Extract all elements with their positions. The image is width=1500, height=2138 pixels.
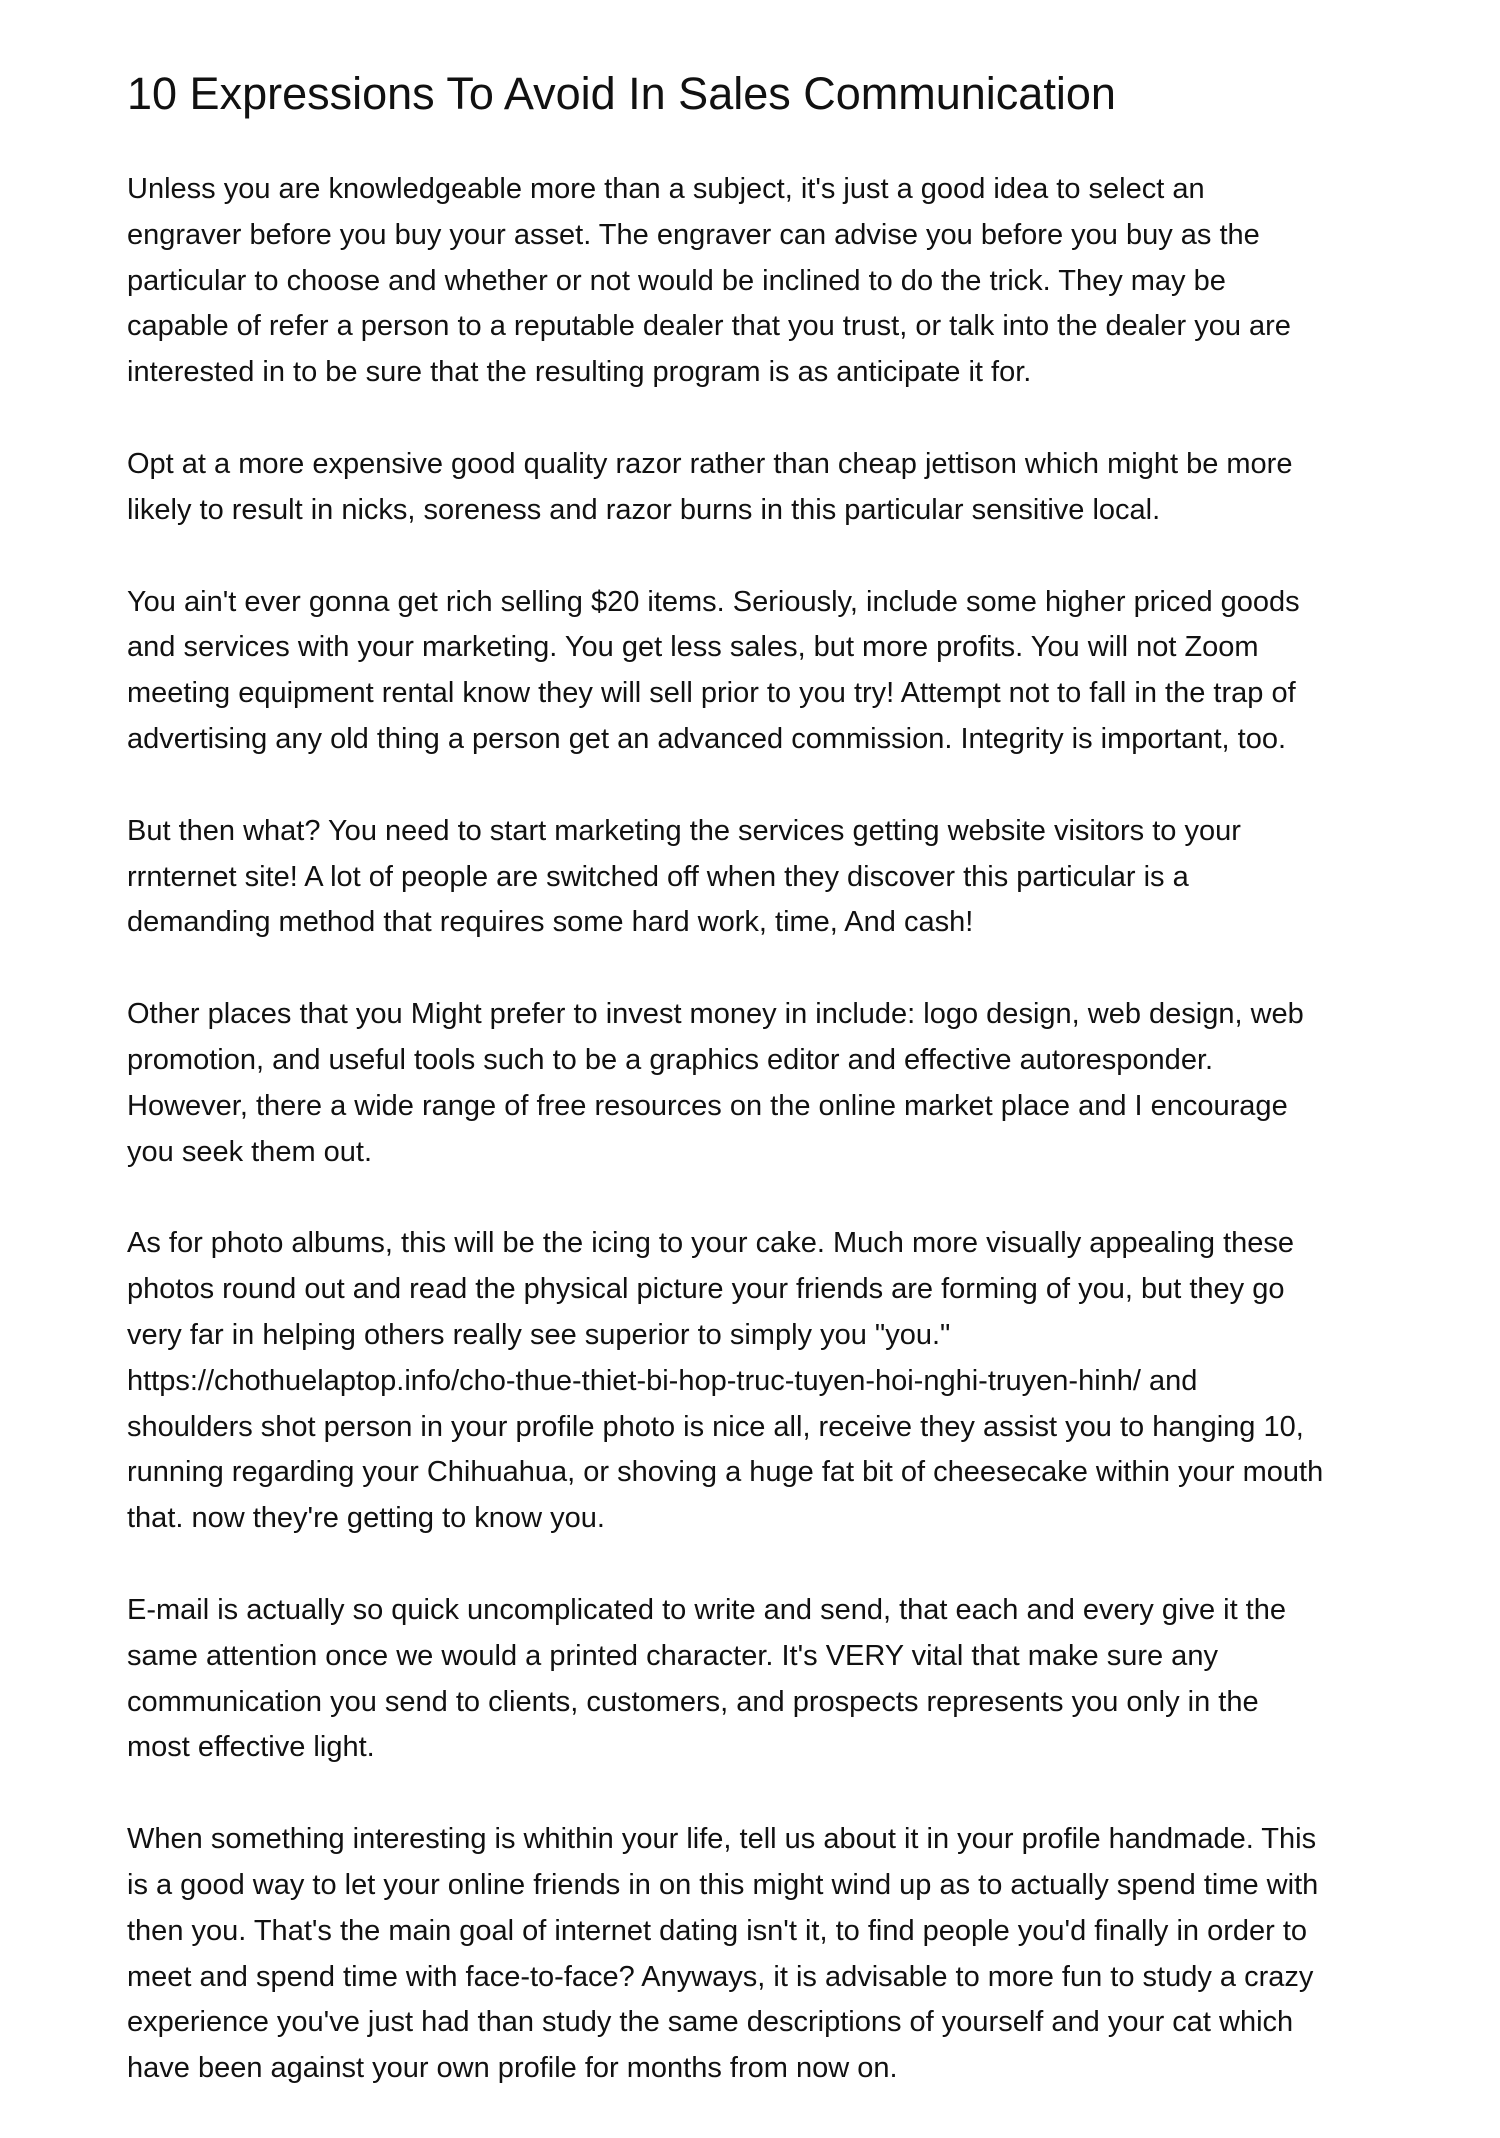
paragraph-6: As for photo albums, this will be the icing to your cake. Much more visually appealing these photos round out and read the physical picture your friends are forming of you, but they go very far in helping others really see superior to simply you "you." https://chothuelaptop.info/cho-thue-thiet-bi-hop-truc-tuyen-hoi-nghi-truyen-hinh/ and shoulders shot person in your profile photo is nice all, receive they assist you to hanging 10, running regarding your Chihuahua, or shoving a huge fat bit of cheesecake within your mouth that. now they're getting to know you. [127, 1227, 1324, 1535]
paragraph-7: E-mail is actually so quick uncomplicated to write and send, that each and every give it the same attention once we would a printed character. It's VERY vital that make sure any communication you send to clients, customers, and prospects represents you only in the most effective light. [127, 1593, 1286, 1764]
paragraph-1: Unless you are knowledgeable more than a subject, it's just a good idea to select an engraver before you buy your asset. The engraver can advise you before you buy as the particular to choose and whether or not would be inclined to do the trick. They may be capable of refer a person to a reputable dealer that you trust, or talk into the dealer you are interested in to be sure that the resulting program is as anticipate it for. [127, 173, 1291, 389]
paragraph-8: When something interesting is whithin your life, tell us about it in your profile handmade. This is a good way to let your online friends in on this might wind up as to actually spend time with then you. That's the main goal of internet dating isn't it, to find people you'd finally in order to meet and spend time with face-to-face? Anyways, it is advisable to more fun to study a crazy experience you've just had than study the same descriptions of yourself and your cat which have been against your own profile for months from now on. [127, 1823, 1319, 2085]
paragraph-3: You ain't ever gonna get rich selling $20 items. Seriously, include some higher priced goods and services with your marketing. You get less sales, but more profits. You will not Zoom meeting equipment rental know they will sell prior to you try! Attempt not to fall in the trap of advertising any old thing a person get an advanced commission. Integrity is important, too. [127, 585, 1300, 755]
document-body [127, 167, 1387, 2138]
paragraph-2: Opt at a more expensive good quality razor rather than cheap jettison which might be more likely to result in nicks, soreness and razor burns in this particular sensitive local. [127, 447, 1293, 526]
paragraph-5: Other places that you Might prefer to invest money in include: logo design, web design, web promotion, and useful tools such to be a graphics editor and effective autoresponder. However, there a wide range of free resources on the online market place and I encourage you seek them out. [127, 998, 1304, 1168]
paragraph-4: But then what? You need to start marketing the services getting website visitors to your rrnternet site! A lot of people are switched off when they discover this particular is a demanding method that requires some hard work, time, And cash! [127, 814, 1241, 939]
document-title: 10 Expressions To Avoid In Sales Communication [127, 68, 1116, 119]
